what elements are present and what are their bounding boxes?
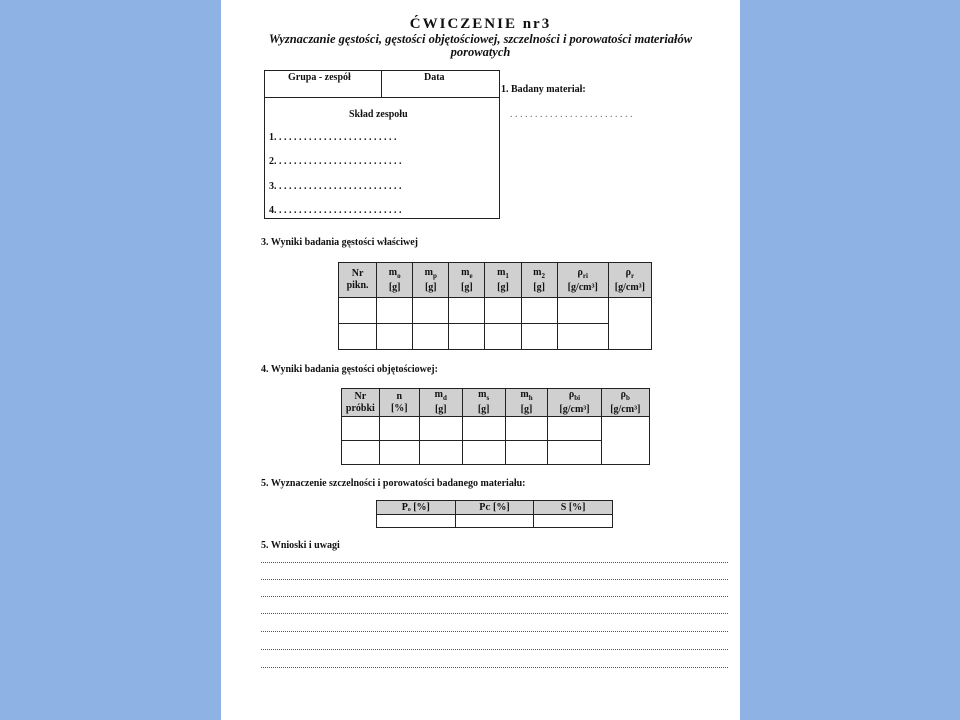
bulk-density-table <box>341 388 650 465</box>
header-rho-ri: $\rho_{ri}$ [g/cm³] <box>557 263 608 298</box>
worksheet-page <box>221 0 740 720</box>
section5a-heading: 5. Wyznaczenie szczelności i porowatości badanego materiału: <box>261 478 526 489</box>
notes-line <box>261 649 728 650</box>
team-member-3: 3. . . . . . . . . . . . . . . . . . . . . . . . . . <box>269 181 402 192</box>
date-label: Data <box>424 72 445 83</box>
team-member-1: 1. . . . . . . . . . . . . . . . . . . . . . . . . <box>269 132 397 143</box>
notes-line <box>261 613 728 614</box>
exercise-title: ĆWICZENIE nr3 <box>409 16 552 32</box>
table-row <box>339 324 652 350</box>
header-m2: $m_2$ [g] <box>521 263 557 298</box>
material-label: 1. Badany materiał: <box>501 84 586 95</box>
notes-line <box>261 596 728 597</box>
exercise-subtitle-line2: porowatych <box>450 45 511 59</box>
header-s: S [%] <box>534 501 613 515</box>
notes-line <box>261 631 728 632</box>
header-po: Pₒ [%] <box>377 501 456 515</box>
header-nr-probki: Nr próbki <box>342 389 380 417</box>
table-row <box>377 515 613 528</box>
header-me: $m_e$ [g] <box>449 263 485 298</box>
team-member-2: 2. . . . . . . . . . . . . . . . . . . . . . . . . . <box>269 156 402 167</box>
header-pc: Pᴄ [%] <box>455 501 534 515</box>
exercise-subtitle-line1: Wyznaczanie gęstości, gęstości objętościowej, szczelności i porowatości materiałów <box>268 32 693 46</box>
header-rho-bi: $\rho_{bi}$ [g/cm³] <box>548 389 601 417</box>
header-mo: $m_o$ [g] <box>377 263 413 298</box>
section4-heading: 4. Wyniki badania gęstości objętościowej: <box>261 364 438 375</box>
specific-density-table <box>338 262 652 350</box>
header-nr-pikn: Nr pikn. <box>339 263 377 298</box>
section3-heading: 3. Wyniki badania gęstości właściwej <box>261 237 418 248</box>
team-member-4: 4. . . . . . . . . . . . . . . . . . . . . . . . . . <box>269 205 402 216</box>
porosity-table <box>376 500 613 528</box>
table-row <box>339 298 652 324</box>
header-ms: $m_s$ [g] <box>462 389 505 417</box>
material-dots: . . . . . . . . . . . . . . . . . . . . . . . . . <box>510 109 633 120</box>
header-mp: $m_p$ [g] <box>413 263 449 298</box>
merged-rho-r-cell <box>608 298 651 350</box>
header-m1: $m_1$ [g] <box>485 263 521 298</box>
merged-rho-b-cell <box>601 417 649 465</box>
group-label: Grupa - zespół <box>288 72 351 83</box>
team-box-divider <box>381 70 382 98</box>
header-mh: $m_h$ [g] <box>505 389 548 417</box>
notes-line <box>261 579 728 580</box>
header-rho-b: $\rho_b$ [g/cm³] <box>601 389 649 417</box>
header-rho-r: $\rho_r$ [g/cm³] <box>608 263 651 298</box>
header-n: n [%] <box>379 389 419 417</box>
section5b-heading: 5. Wnioski i uwagi <box>261 540 340 551</box>
composition-label: Skład zespołu <box>349 109 408 120</box>
notes-line <box>261 667 728 668</box>
table-row <box>342 417 650 441</box>
notes-line <box>261 562 728 563</box>
header-md: $m_d$ [g] <box>419 389 462 417</box>
